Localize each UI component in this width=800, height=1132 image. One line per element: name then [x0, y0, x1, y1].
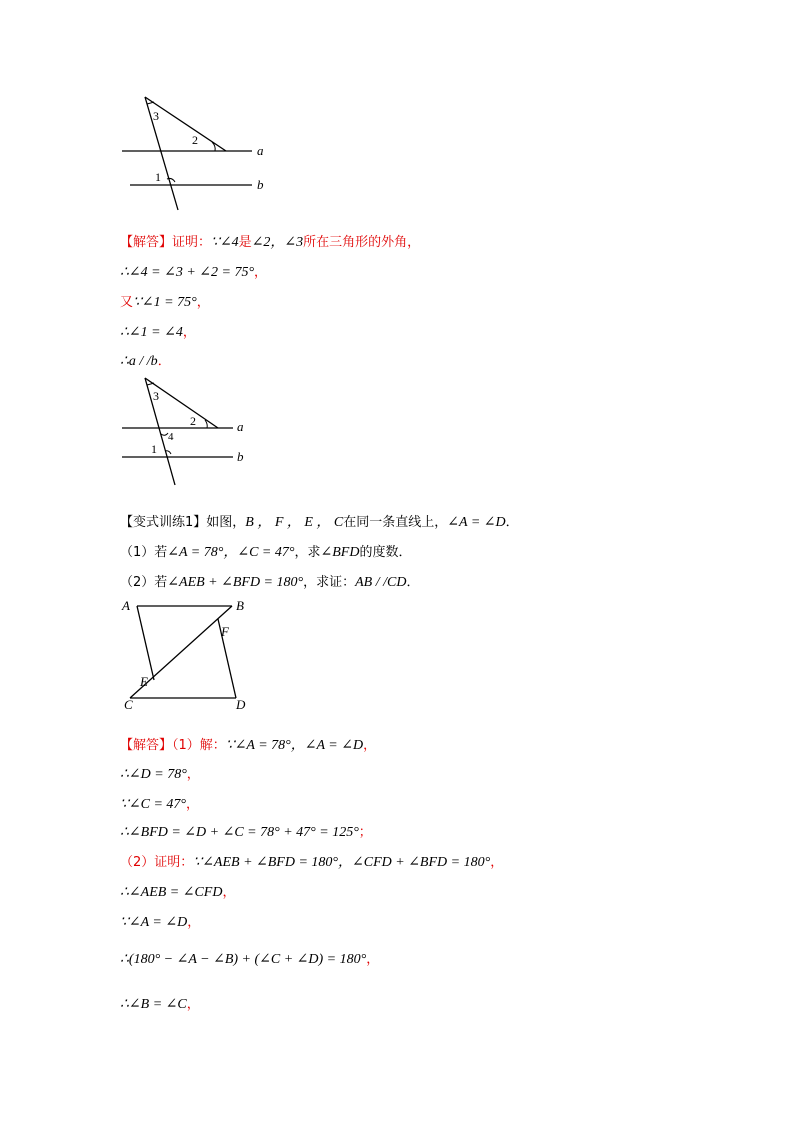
punct: ，	[186, 797, 200, 812]
label-line-b: b	[237, 449, 244, 464]
triangle-side-top	[145, 378, 218, 428]
math-text: ∠A = ∠D	[447, 515, 506, 530]
solution-2-line-6	[120, 882, 236, 903]
label-line-b: b	[257, 177, 264, 192]
solution-2-line-5	[120, 852, 503, 873]
figure-parallel-lines-1	[110, 88, 280, 218]
punct: ．	[157, 354, 171, 369]
math-text: ∴∠1 = ∠4	[120, 325, 183, 340]
math-text: ∵∠AEB + ∠BFD = 180°，∠CFD + ∠BFD = 180°	[193, 855, 491, 870]
math-text: ∵∠4	[211, 235, 239, 250]
solution-2-line-8	[120, 949, 379, 970]
angle-arc-2	[205, 420, 207, 428]
solution-2-line-9	[120, 994, 200, 1015]
label-angle-3: 3	[153, 389, 159, 403]
text: 的度数．	[359, 545, 412, 560]
label-line-a: a	[237, 419, 244, 434]
solution-1-line-5	[120, 351, 171, 372]
math-text: ∴(180° − ∠A − ∠B) + (∠C + ∠D) = 180°	[120, 952, 367, 967]
text: ．	[406, 575, 420, 590]
math-text: ∵∠A = ∠D	[120, 915, 188, 930]
punct: ．	[505, 515, 519, 530]
angle-arc-4	[161, 433, 168, 435]
exercise-title: 【变式训练1】如图，	[120, 515, 246, 530]
text: ，求证：	[303, 575, 356, 590]
solution-2-line-4	[120, 822, 372, 843]
label-point-B: B	[236, 598, 244, 613]
text: 所在三角形的外角，	[303, 235, 421, 250]
text: 是	[238, 235, 252, 250]
text: （1）若	[120, 545, 168, 560]
figure-quadrilateral	[112, 594, 262, 720]
punct: ，	[490, 855, 504, 870]
label-point-E: E	[140, 674, 148, 689]
answer-tag: 【解答】	[120, 738, 173, 753]
punct: ，	[187, 915, 201, 930]
solution-2-line-1	[120, 735, 376, 756]
transversal	[145, 97, 178, 210]
math-text: ∴∠BFD = ∠D + ∠C = 78° + 47° = 125°	[120, 825, 359, 840]
segment-AE	[137, 606, 154, 680]
punct: ，	[363, 738, 377, 753]
math-text: ∵∠C = 47°	[120, 797, 187, 812]
punct: ，	[196, 295, 210, 310]
solution-1-line-2	[120, 262, 267, 283]
label-line-a: a	[257, 143, 264, 158]
punct: ，	[186, 997, 200, 1012]
punct: ，	[254, 265, 268, 280]
solution-2-line-3	[120, 794, 199, 815]
label-point-F: F	[221, 624, 229, 639]
solution-1-line-3	[120, 292, 210, 313]
math-text: ∵∠1 = 75°	[133, 295, 197, 310]
math-text: ∠BFD	[320, 545, 360, 560]
figure-parallel-lines-2	[110, 370, 270, 490]
math-text: ∴∠B = ∠C	[120, 997, 187, 1012]
angle-arc-1	[167, 178, 175, 182]
solution-1-line-4	[120, 322, 196, 343]
text: （2）若	[120, 575, 168, 590]
punct: ；	[358, 825, 372, 840]
question-1	[120, 542, 411, 563]
label-point-D: D	[236, 697, 246, 712]
math-text: ∴a / /b	[120, 354, 158, 369]
text: 又	[120, 295, 134, 310]
label-angle-4: 4	[168, 431, 174, 443]
part-label: （1）解：	[172, 738, 226, 753]
punct: ，	[366, 952, 380, 967]
answer-tag: 【解答】	[120, 235, 173, 250]
math-text: ∠AEB + ∠BFD = 180°	[167, 575, 304, 590]
math-text: ∵∠A = 78°，∠A = ∠D	[225, 738, 364, 753]
math-text: ∠2，∠3	[251, 235, 304, 250]
math-text: ∠A = 78°，∠C = 47°	[167, 545, 295, 560]
punct: ，	[186, 767, 200, 782]
solution-1-line-1	[120, 232, 420, 253]
question-2	[120, 572, 419, 593]
math-text: B ， F ， E ， C	[245, 515, 344, 530]
exercise-title-line	[120, 512, 519, 533]
text: 在同一条直线上，	[343, 515, 448, 530]
text: ，求	[294, 545, 321, 560]
label-angle-1: 1	[151, 442, 157, 456]
punct: ，	[182, 325, 196, 340]
solution-2-line-7	[120, 912, 200, 933]
solution-2-line-2	[120, 764, 200, 785]
triangle-side-top	[145, 97, 226, 151]
label-angle-2: 2	[190, 414, 196, 428]
label-point-A: A	[122, 598, 130, 613]
math-text: ∴∠4 = ∠3 + ∠2 = 75°	[120, 265, 255, 280]
proof-label: 证明：	[172, 235, 212, 250]
part-label: （2）证明：	[120, 855, 194, 870]
label-angle-2: 2	[192, 133, 198, 147]
label-angle-1: 1	[155, 170, 161, 184]
math-text: AB / /CD	[355, 575, 407, 590]
math-text: ∴∠AEB = ∠CFD	[120, 885, 223, 900]
punct: ，	[222, 885, 236, 900]
label-angle-3: 3	[153, 109, 159, 123]
math-text: ∴∠D = 78°	[120, 767, 187, 782]
label-point-C: C	[124, 697, 133, 712]
